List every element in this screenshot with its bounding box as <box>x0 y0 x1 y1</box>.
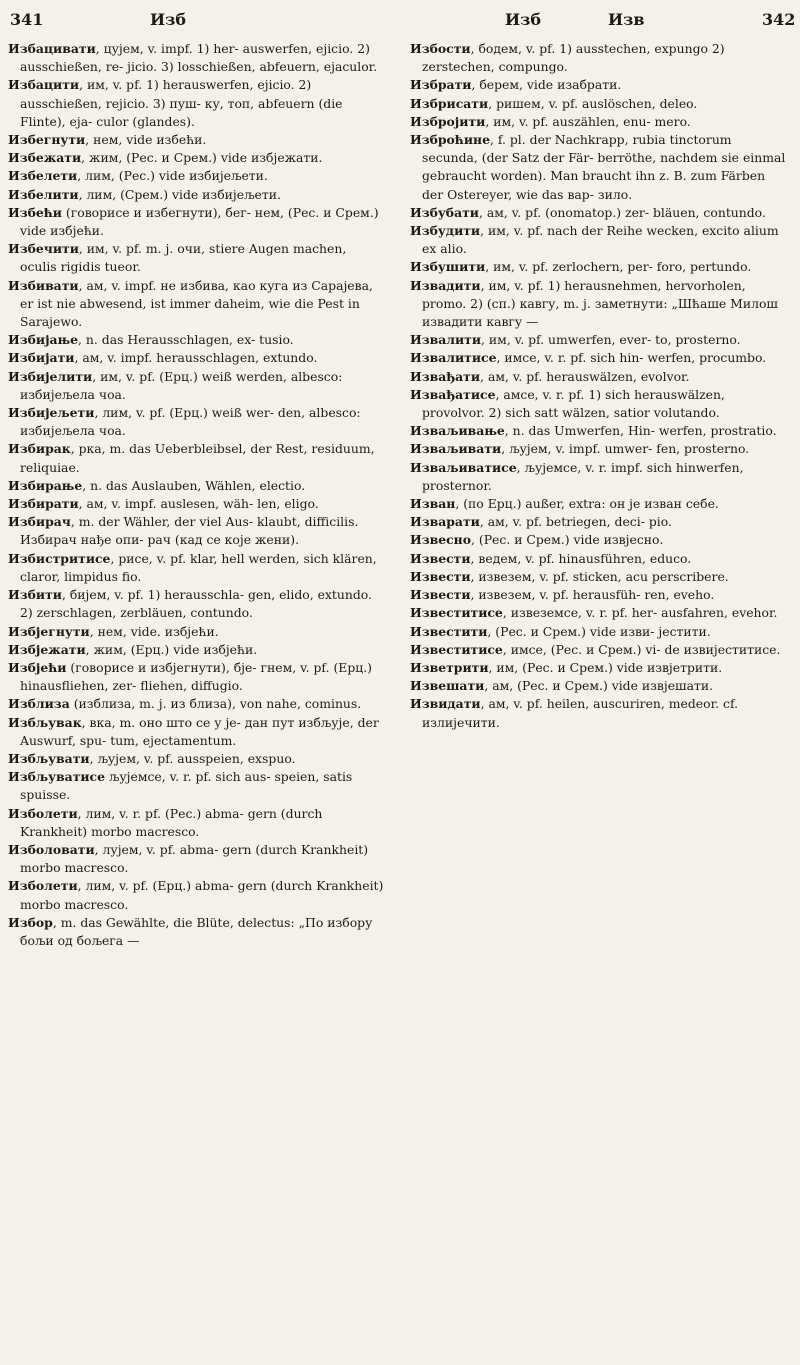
entry-headword: Избор <box>8 914 53 930</box>
entry-headword: Избечити <box>8 241 79 257</box>
dictionary-entry <box>8 186 386 204</box>
entry-headword: Избијање <box>8 332 79 348</box>
entry-headword: Избелити <box>8 186 79 202</box>
entry-headword: Извалити <box>410 332 482 348</box>
entry-headword: Избрати <box>410 77 472 93</box>
dictionary-entry <box>410 386 788 422</box>
entry-definition: , извезем, v. pf. herausfüh- ren, eveho. <box>470 587 715 603</box>
entry-definition: , m. das Gewählte, die Blüte, delectus: „По избору бољи од бољега — <box>20 914 373 948</box>
entry-definition: , им, v. pf. zerlochern, per- foro, pertundo. <box>485 259 752 275</box>
entry-definition: , ам, v. impf. herausschlagen, extundo. <box>74 350 318 366</box>
entry-headword: Избежати <box>8 150 82 166</box>
entry-definition: , им, v. pf. auszählen, enu- mero. <box>485 113 691 129</box>
page-header <box>0 0 800 36</box>
left-page-number: 341 <box>10 10 44 29</box>
entry-definition: , f. pl. der Nachkrapp, rubia tinctorum secunda, (der Satz der Fär- berröthe, nachdem sie einmal gebraucht worden). Man braucht ihn z. B. zum Färben der Ostereyer, wie das вар- зило. <box>422 132 786 202</box>
right-running-headword-last: Изв <box>608 10 645 29</box>
entry-headword: Извести <box>410 550 471 566</box>
entry-headword: Извести <box>410 568 471 584</box>
entry-definition: , лујем, v. pf. abma- gern (durch Krankheit) morbo macresco. <box>20 841 369 876</box>
entry-definition: , жим, (Рес. и Срем.) vide избјежати. <box>81 150 323 166</box>
entry-definition: , ам, v. pf. (onomatop.) zer- bläuen, contundo. <box>478 204 766 220</box>
dictionary-entry <box>410 40 788 76</box>
dictionary-entry <box>8 368 386 404</box>
entry-definition: , ам, v. pf. betriegen, deci- pio. <box>479 514 672 530</box>
entry-headword: Избљувак <box>8 714 82 730</box>
dictionary-entry <box>410 277 788 332</box>
entry-definition: , вка, m. оно што се у је- дан пут избљује, der Auswurf, spu- tum, ejectamentum. <box>20 714 379 748</box>
entry-definition: (говорисе и избјегнути), бје- гнем, v. pf. (Ерц.) hinausfliehen, zer- fliehen, diffugio. <box>20 659 372 694</box>
right-running-headword-first: Изб <box>505 10 541 29</box>
entry-definition: , лим, v. pf. (Ерц.) weiß wer- den, albesco: избијељела чоа. <box>20 405 361 439</box>
dictionary-entry <box>8 404 386 440</box>
entry-headword: Избирач <box>8 514 71 530</box>
entry-definition: љујемсе, v. r. pf. sich aus- speien, satis spuisse. <box>20 769 353 803</box>
entry-definition: , ам, (Рес. и Срем.) vide извјешати. <box>484 678 714 694</box>
entry-headword: Избости <box>410 41 471 56</box>
dictionary-entry <box>410 550 788 568</box>
dictionary-entry <box>8 349 386 367</box>
dictionary-entry <box>8 641 386 659</box>
entry-headword: Извадити <box>410 277 481 293</box>
entry-headword: Избијељети <box>8 405 95 421</box>
dictionary-entry <box>8 149 386 167</box>
dictionary-entry <box>410 349 788 367</box>
entry-definition: , рка, m. das Ueberbleibsel, der Rest, residuum, reliquiae. <box>20 441 375 475</box>
dictionary-entry <box>8 513 386 549</box>
dictionary-entry <box>8 586 386 622</box>
entry-headword: Извалитисе <box>410 350 497 366</box>
entry-headword: Избећи <box>8 204 62 220</box>
entry-definition: , им, v. pf. (Ерц.) weiß werden, albesco: избијељела чоа. <box>20 368 343 402</box>
entry-definition: , лим, v. pf. (Ерц.) abma- gern (durch Krankheit) morbo macresco. <box>20 878 384 912</box>
entry-headword: Избјегнути <box>8 623 90 639</box>
entry-headword: Избјећи <box>8 659 67 675</box>
entry-definition: , ам, v. impf. auslesen, wäh- len, eligo. <box>78 496 319 512</box>
entry-headword: Изболети <box>8 805 78 821</box>
dictionary-entry <box>8 768 386 804</box>
entry-headword: Извађатисе <box>410 386 496 402</box>
entry-definition: , љујемсе, v. r. impf. sich hinwerfen, prosternor. <box>422 459 744 493</box>
right-page-number: 342 <box>762 10 796 29</box>
entry-headword: Избијати <box>8 350 75 366</box>
entry-definition: , ведем, v. pf. hinausführen, educo. <box>470 550 692 566</box>
dictionary-entry <box>8 550 386 586</box>
entry-definition: (изблиза, m. j. из близа), von nahe, cominus. <box>69 696 362 712</box>
dictionary-entry <box>410 204 788 222</box>
entry-definition: , цујем, v. impf. 1) her- auswerfen, ejicio. 2) ausschießen, re- jicio. 3) losschießen, abfeuern, ejaculor. <box>20 41 378 75</box>
entry-headword: Извидати <box>410 696 481 712</box>
entry-headword: Избројити <box>410 113 486 129</box>
entry-definition: , жим, (Ерц.) vide избјећи. <box>85 641 258 657</box>
dictionary-entry <box>410 459 788 495</box>
entry-definition: , амсе, v. r. pf. 1) sich herauswälzen, provolvor. 2) sich satt wälzen, satior volutando. <box>422 386 725 421</box>
right-column <box>410 40 788 732</box>
dictionary-entry <box>410 695 788 731</box>
entry-headword: Известитисе <box>410 605 503 621</box>
entry-headword: Избубати <box>410 204 479 220</box>
dictionary-entry <box>410 623 788 641</box>
entry-definition: , (по Ерц.) außer, extra: он је изван себе. <box>455 496 719 512</box>
entry-headword: Избијелити <box>8 368 93 384</box>
entry-headword: Извешати <box>410 678 485 694</box>
entry-definition: , рисе, v. pf. klar, hell werden, sich klären, claror, limpidus fio. <box>20 550 377 584</box>
dictionary-entry <box>410 604 788 622</box>
entry-definition: , лим, v. r. pf. (Рес.) abma- gern (durch Krankheit) morbo macresco. <box>20 805 323 839</box>
dictionary-entry <box>410 677 788 695</box>
entry-headword: Известити <box>410 623 488 639</box>
entry-definition: , ам, v. pf. heilen, auscuriren, medeor. cf. излијечити. <box>422 696 739 730</box>
entry-definition: , љујем, v. impf. umwer- fen, prosterno. <box>501 441 750 457</box>
entry-definition: , (Рес. и Срем.) vide изви- јестити. <box>487 623 711 639</box>
dictionary-entry <box>8 877 386 913</box>
dictionary-entry <box>8 695 386 713</box>
left-column <box>8 40 386 950</box>
entry-definition: , (Рес. и Срем.) vide извјесно. <box>471 532 664 548</box>
entry-definition: , бодем, v. pf. 1) ausstechen, expungo 2) zerstechen, compungo. <box>422 41 725 75</box>
entry-headword: Изваљивање <box>410 423 505 439</box>
entry-headword: Известитисе <box>410 641 503 657</box>
entry-definition: (говорисе и избегнути), бег- нем, (Рес. и Срем.) vide избјећи. <box>20 204 379 239</box>
entry-definition: , нем, vide избећи. <box>85 132 207 148</box>
dictionary-entry <box>8 623 386 641</box>
dictionary-entry <box>8 714 386 750</box>
entry-headword: Изболовати <box>8 841 95 857</box>
entry-headword: Изварати <box>410 514 480 530</box>
entry-definition: , имсе, (Рес. и Срем.) vi- de извијеститисе. <box>502 641 781 657</box>
dictionary-entry <box>410 495 788 513</box>
entry-headword: Избивати <box>8 277 79 293</box>
entry-headword: Изболети <box>8 878 78 894</box>
dictionary-entry <box>8 841 386 877</box>
dictionary-entry <box>8 750 386 768</box>
entry-definition: , им, (Рес. и Срем.) vide извјетрити. <box>488 659 723 675</box>
dictionary-entry <box>410 113 788 131</box>
entry-definition: , извезем, v. pf. sticken, acu perscribere. <box>470 568 729 584</box>
entry-headword: Извађати <box>410 368 481 384</box>
dictionary-entry <box>410 222 788 258</box>
entry-definition: , лим, (Срем.) vide избијељети. <box>78 186 281 202</box>
entry-definition: , бијем, v. pf. 1) herausschla- gen, elido, extundo. 2) zerschlagen, zerbläuen, contundo. <box>20 587 372 621</box>
dictionary-entry <box>410 440 788 458</box>
dictionary-entry <box>410 368 788 386</box>
entry-headword: Избегнути <box>8 132 86 148</box>
dictionary-entry <box>410 331 788 349</box>
dictionary-entry <box>410 76 788 94</box>
entry-headword: Избацити <box>8 77 80 93</box>
entry-headword: Избирање <box>8 477 83 493</box>
entry-definition: , ам, v. pf. herauswälzen, evolvor. <box>480 368 690 384</box>
dictionary-entry <box>410 568 788 586</box>
entry-headword: Избјежати <box>8 641 86 657</box>
entry-definition: , им, v. pf. m. j. очи, stiere Augen machen, oculis rigidis tueor. <box>20 241 347 275</box>
entry-headword: Избљувати <box>8 750 90 766</box>
entry-headword: Избушити <box>410 259 486 275</box>
dictionary-entry <box>410 641 788 659</box>
dictionary-entry <box>8 167 386 185</box>
entry-headword: Изван <box>410 496 456 512</box>
entry-definition: , берем, vide изабрати. <box>471 77 622 93</box>
entry-definition: , ам, v. impf. не избива, као куга из Сарајева, er ist nie abwesend, ist immer daheim, wie die Pest in Sarajewo. <box>20 277 373 330</box>
entry-headword: Избирати <box>8 496 79 512</box>
dictionary-entry <box>8 204 386 240</box>
entry-headword: Извести <box>410 587 471 603</box>
dictionary-entry <box>410 531 788 549</box>
dictionary-entry <box>8 76 386 131</box>
entry-definition: , ришем, v. pf. auslöschen, deleo. <box>488 95 698 111</box>
entry-headword: Избити <box>8 587 62 603</box>
entry-headword: Избудити <box>410 223 481 239</box>
dictionary-entry <box>410 131 788 204</box>
entry-headword: Изваљиватисе <box>410 459 517 475</box>
dictionary-entry <box>8 131 386 149</box>
entry-headword: Изблиза <box>8 696 70 712</box>
entry-definition: , n. das Herausschlagen, ex- tusio. <box>78 332 294 348</box>
dictionary-entry <box>8 440 386 476</box>
entry-headword: Изваљивати <box>410 441 502 457</box>
entry-definition: , n. das Umwerfen, Hin- werfen, prostratio. <box>504 423 777 439</box>
dictionary-entry <box>410 586 788 604</box>
dictionary-entry <box>8 240 386 276</box>
entry-headword: Избљуватисе <box>8 769 105 785</box>
dictionary-entry <box>8 914 386 950</box>
dictionary-entry <box>410 513 788 531</box>
dictionary-entry <box>410 258 788 276</box>
entry-headword: Избирак <box>8 441 71 457</box>
entry-headword: Избрисати <box>410 95 489 111</box>
entry-definition: , m. der Wähler, der viel Aus- klaubt, difficilis. Избирач нађе опи- рач (кад се које жени). <box>20 514 359 548</box>
dictionary-entry <box>8 331 386 349</box>
entry-headword: Избистритисе <box>8 550 111 566</box>
dictionary-entry <box>410 659 788 677</box>
dictionary-entry <box>8 277 386 332</box>
entry-definition: , им, v. pf. umwerfen, ever- to, prosterno. <box>481 332 741 348</box>
entry-definition: , лим, (Рес.) vide избијељети. <box>77 168 268 184</box>
entry-definition: , нем, vide. избјећи. <box>89 623 219 639</box>
entry-headword: Избацивати <box>8 41 96 56</box>
dictionary-entry <box>410 422 788 440</box>
entry-definition: , им, v. pf. nach der Reihe wecken, excito alium ex alio. <box>422 223 779 257</box>
dictionary-entry <box>410 95 788 113</box>
entry-definition: , им, v. pf. 1) herauswerfen, ejicio. 2) ausschießen, rejicio. 3) пуш- ку, топ, abfeuern (die Flinte), eja- culor (glandes). <box>20 77 343 129</box>
entry-definition: , им, v. pf. 1) herausnehmen, hervorholen, promo. 2) (сп.) кавгу, m. j. заметнути: „Шћаше Милош извадити кавгу — <box>422 277 778 330</box>
dictionary-entry <box>8 40 386 76</box>
entry-headword: Избелети <box>8 168 78 184</box>
entry-definition: , n. das Auslauben, Wählen, electio. <box>82 477 306 493</box>
left-running-headword: Изб <box>150 10 186 29</box>
entry-headword: Изброћине <box>410 132 490 148</box>
entry-definition: , извеземсе, v. r. pf. her- ausfahren, evehor. <box>502 605 778 621</box>
entry-headword: Извесно <box>410 532 471 548</box>
entry-definition: , имсе, v. r. pf. sich hin- werfen, procumbo. <box>496 350 767 366</box>
dictionary-entry <box>8 477 386 495</box>
dictionary-entry <box>8 805 386 841</box>
entry-headword: Изветрити <box>410 659 489 675</box>
entry-definition: , љујем, v. pf. ausspeien, exspuo. <box>89 750 296 766</box>
dictionary-entry <box>8 495 386 513</box>
dictionary-entry <box>8 659 386 695</box>
